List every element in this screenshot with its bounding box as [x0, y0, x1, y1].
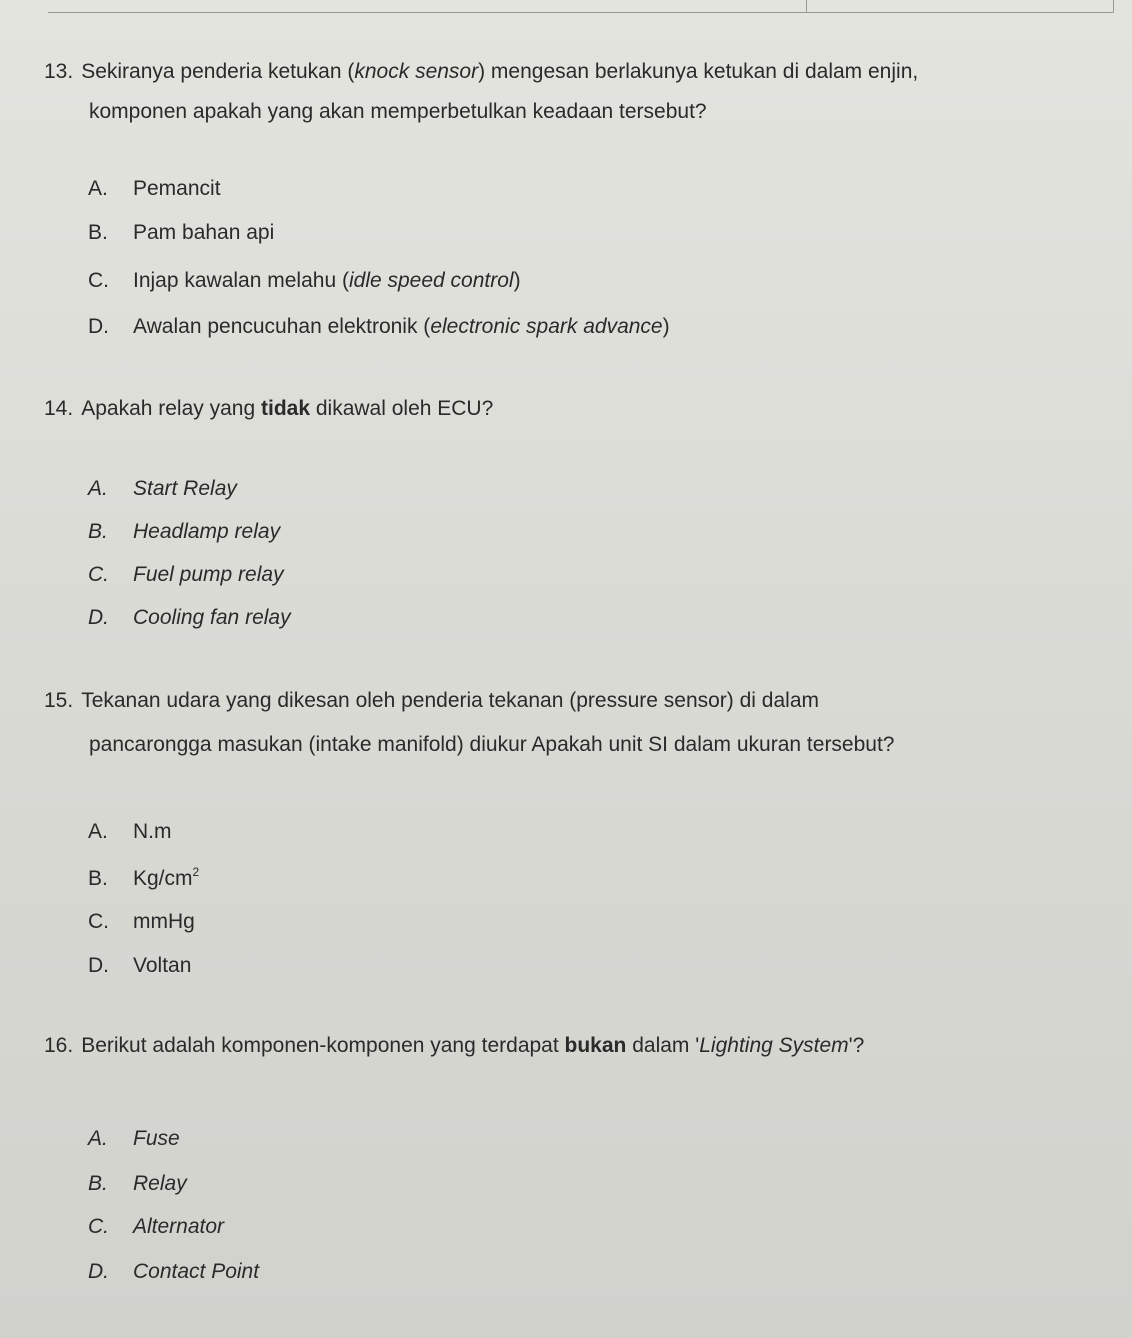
right-border-line: [1113, 0, 1114, 13]
option-13-a[interactable]: A. Pemancit: [88, 177, 221, 200]
question-15: [44, 681, 895, 765]
option-13-c[interactable]: C. Injap kawalan melahu (idle speed control): [88, 269, 521, 292]
question-text-line2: pancarongga masukan (intake manifold) diukur Apakah unit SI dalam ukuran tersebut?: [89, 733, 895, 756]
question-text: Tekanan udara yang dikesan oleh penderia tekanan (pressure sensor) di dalam: [81, 689, 820, 712]
option-15-c[interactable]: C. mmHg: [88, 910, 195, 933]
option-16-c[interactable]: C. Alternator: [88, 1215, 225, 1238]
option-16-b[interactable]: B. Relay: [88, 1172, 187, 1195]
option-13-d[interactable]: D. Awalan pencucuhan elektronik (electronic spark advance): [88, 315, 670, 338]
question-14: [44, 389, 493, 429]
option-13-b[interactable]: B. Pam bahan api: [88, 221, 275, 244]
option-15-a[interactable]: A. N.m: [88, 820, 172, 843]
question-text: Sekiranya penderia ketukan (knock sensor) mengesan berlakunya ketukan di dalam enjin,: [81, 60, 919, 83]
option-14-d[interactable]: D. Cooling fan relay: [88, 606, 291, 629]
question-13: [44, 52, 918, 132]
top-border-line: [48, 12, 1114, 13]
option-14-b[interactable]: B. Headlamp relay: [88, 520, 281, 543]
option-14-c[interactable]: C. Fuel pump relay: [88, 563, 284, 586]
question-text: Apakah relay yang tidak dikawal oleh ECU?: [81, 397, 494, 420]
border-tick: [806, 0, 807, 12]
option-15-b[interactable]: B. $Kg/cm^2$: [88, 865, 200, 890]
question-number: 13.: [44, 60, 74, 83]
question-number: 14.: [44, 397, 74, 420]
option-16-d[interactable]: D. Contact Point: [88, 1260, 260, 1283]
question-text-line2: komponen apakah yang akan memperbetulkan keadaan tersebut?: [89, 100, 707, 123]
question-number: 15.: [44, 689, 74, 712]
question-16: [44, 1026, 864, 1066]
question-number: 16.: [44, 1034, 74, 1057]
question-text: Berikut adalah komponen-komponen yang terdapat bukan dalam 'Lighting System'?: [81, 1034, 865, 1057]
option-15-d[interactable]: D. Voltan: [88, 954, 192, 977]
option-16-a[interactable]: A. Fuse: [88, 1127, 180, 1150]
option-14-a[interactable]: A. Start Relay: [88, 477, 237, 500]
